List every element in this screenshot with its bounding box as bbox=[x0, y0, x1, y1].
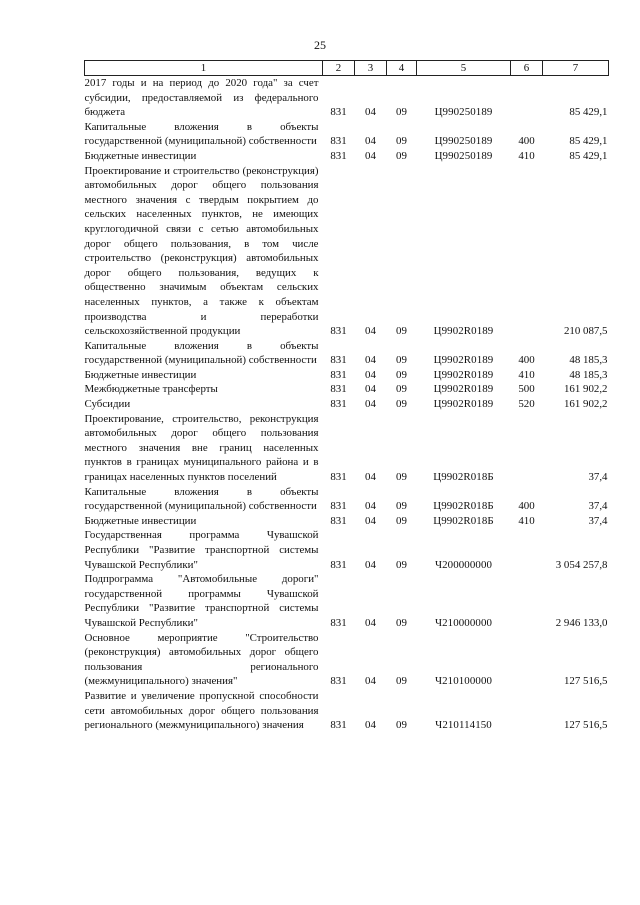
header-col-5: 5 bbox=[417, 61, 511, 76]
row-admin-code: 831 bbox=[330, 398, 347, 411]
row-admin-code: 831 bbox=[330, 675, 347, 688]
row-expense-type: 500 bbox=[518, 383, 535, 396]
row-expense-type bbox=[511, 631, 543, 689]
row-name: Капитальные вложения в объекты государственной (муниципальной) собственности bbox=[84, 120, 319, 148]
table-body bbox=[85, 76, 609, 733]
table-row bbox=[85, 382, 609, 397]
table-row bbox=[85, 572, 609, 630]
row-name: 2017 годы и на период до 2020 года" за счет субсидии, предоставляемой из федерального бюджета bbox=[84, 77, 319, 119]
row-target-article: Ч210114150 bbox=[435, 719, 492, 732]
row-expense-type: 410 bbox=[518, 514, 535, 527]
row-subsection: 09 bbox=[396, 675, 407, 688]
row-admin-code: 831 bbox=[330, 149, 347, 162]
row-expense-type: 400 bbox=[518, 500, 535, 513]
row-expense-type bbox=[511, 528, 543, 572]
table-row bbox=[85, 528, 609, 572]
row-subsection: 09 bbox=[396, 368, 407, 381]
row-subsection: 09 bbox=[396, 135, 407, 148]
row-section: 04 bbox=[365, 514, 376, 527]
row-target-article: Ч210100000 bbox=[434, 675, 493, 688]
row-admin-code: 831 bbox=[330, 471, 347, 484]
row-target-article: Ц990250189 bbox=[434, 135, 493, 148]
row-section: 04 bbox=[365, 500, 376, 513]
row-section: 04 bbox=[365, 106, 376, 119]
table-row bbox=[85, 120, 609, 149]
row-name: Бюджетные инвестиции bbox=[84, 514, 197, 527]
row-section: 04 bbox=[365, 383, 376, 396]
row-section: 04 bbox=[365, 675, 376, 688]
row-name: Проектирование и строительство (реконструкция) автомобильных дорог общего пользования местного значения с твердым покрытием до сельских населенных пунктов, не имеющих круглогодичной связи с сетью автомобильных дорог общего пользования, в том числе строительство (реконструкция) автомобильных дорог общего пользования, ведущих к общественно значимым объектам сельских населенных пунктов, а также к объектам производства и переработки сельскохозяйственной продукции bbox=[84, 164, 319, 338]
row-admin-code: 831 bbox=[330, 514, 347, 527]
header-col-2: 2 bbox=[323, 61, 355, 76]
table-header bbox=[85, 61, 609, 76]
row-target-article: Ц9902R0189 bbox=[433, 368, 494, 381]
row-section: 04 bbox=[365, 135, 376, 148]
row-expense-type: 410 bbox=[518, 149, 535, 162]
row-subsection: 09 bbox=[396, 616, 407, 629]
row-amount: 37,4 bbox=[588, 471, 608, 484]
table-row bbox=[85, 149, 609, 164]
row-amount: 85 429,1 bbox=[569, 106, 608, 119]
row-amount: 161 902,2 bbox=[563, 383, 608, 396]
row-expense-type bbox=[511, 572, 543, 630]
row-expense-type: 520 bbox=[518, 398, 535, 411]
row-amount: 127 516,5 bbox=[563, 675, 608, 688]
row-name: Капитальные вложения в объекты государственной (муниципальной) собственности bbox=[84, 485, 319, 513]
row-amount: 3 054 257,8 bbox=[555, 558, 608, 571]
row-section: 04 bbox=[365, 616, 376, 629]
row-amount: 210 087,5 bbox=[563, 325, 608, 338]
row-expense-type: 410 bbox=[518, 368, 535, 381]
row-target-article: Ц9902R0189 bbox=[433, 325, 494, 338]
row-target-article: Ц9902R018Б bbox=[433, 500, 494, 513]
row-section: 04 bbox=[365, 325, 376, 338]
row-admin-code: 831 bbox=[330, 325, 347, 338]
row-section: 04 bbox=[365, 719, 376, 732]
row-target-article: Ц990250189 bbox=[434, 106, 493, 119]
row-expense-type bbox=[511, 689, 543, 733]
row-target-article: Ч210000000 bbox=[434, 616, 493, 629]
row-target-article: Ц990250189 bbox=[434, 149, 493, 162]
row-amount: 85 429,1 bbox=[569, 135, 608, 148]
row-target-article: Ц9902R0189 bbox=[433, 398, 494, 411]
table-row bbox=[85, 412, 609, 485]
row-subsection: 09 bbox=[396, 149, 407, 162]
table-row bbox=[85, 164, 609, 339]
row-subsection: 09 bbox=[396, 719, 407, 732]
table-row bbox=[85, 485, 609, 514]
row-expense-type bbox=[511, 412, 543, 485]
table-row bbox=[85, 631, 609, 689]
row-name: Капитальные вложения в объекты государственной (муниципальной) собственности bbox=[84, 339, 319, 367]
row-name: Подпрограмма "Автомобильные дороги" государственной программы Чувашской Республики "Развитие транспортной системы Чувашской Республики" bbox=[84, 573, 319, 629]
row-name: Межбюджетные трансферты bbox=[84, 383, 218, 396]
header-row bbox=[85, 61, 609, 76]
row-name: Бюджетные инвестиции bbox=[84, 368, 197, 381]
table-row bbox=[85, 689, 609, 733]
row-name: Развитие и увеличение пропускной способности сети автомобильных дорог общего пользования регионального (межмуниципального) значения bbox=[84, 689, 319, 732]
row-amount: 85 429,1 bbox=[569, 149, 608, 162]
header-col-7: 7 bbox=[543, 61, 609, 76]
header-col-6: 6 bbox=[511, 61, 543, 76]
row-subsection: 09 bbox=[396, 471, 407, 484]
table-row bbox=[85, 76, 609, 120]
row-admin-code: 831 bbox=[330, 500, 347, 513]
row-subsection: 09 bbox=[396, 325, 407, 338]
row-amount: 161 902,2 bbox=[563, 398, 608, 411]
row-amount: 37,4 bbox=[588, 500, 608, 513]
row-name: Бюджетные инвестиции bbox=[84, 149, 197, 162]
budget-table bbox=[84, 60, 609, 733]
row-admin-code: 831 bbox=[330, 354, 347, 367]
row-section: 04 bbox=[365, 471, 376, 484]
row-admin-code: 831 bbox=[330, 616, 347, 629]
row-subsection: 09 bbox=[396, 398, 407, 411]
row-amount: 48 185,3 bbox=[569, 354, 608, 367]
row-expense-type: 400 bbox=[518, 354, 535, 367]
header-col-4: 4 bbox=[387, 61, 417, 76]
row-section: 04 bbox=[365, 149, 376, 162]
row-amount: 37,4 bbox=[588, 514, 608, 527]
page-number: 25 bbox=[314, 38, 326, 52]
row-expense-type bbox=[511, 76, 543, 120]
row-section: 04 bbox=[365, 368, 376, 381]
row-section: 04 bbox=[365, 398, 376, 411]
row-subsection: 09 bbox=[396, 558, 407, 571]
row-admin-code: 831 bbox=[330, 135, 347, 148]
row-target-article: Ч200000000 bbox=[434, 558, 493, 571]
row-expense-type: 400 bbox=[518, 135, 535, 148]
row-name: Субсидии bbox=[84, 398, 131, 411]
header-col-1: 1 bbox=[85, 61, 323, 76]
row-admin-code: 831 bbox=[330, 383, 347, 396]
header-col-3: 3 bbox=[355, 61, 387, 76]
row-admin-code: 831 bbox=[330, 368, 347, 381]
row-amount: 48 185,3 bbox=[569, 368, 608, 381]
row-subsection: 09 bbox=[396, 514, 407, 527]
table-row bbox=[85, 397, 609, 412]
row-subsection: 09 bbox=[396, 354, 407, 367]
row-subsection: 09 bbox=[396, 383, 407, 396]
row-amount: 2 946 133,0 bbox=[555, 616, 608, 629]
table-row bbox=[85, 514, 609, 529]
table-row bbox=[85, 339, 609, 368]
row-subsection: 09 bbox=[396, 106, 407, 119]
row-target-article: Ц9902R0189 bbox=[433, 383, 494, 396]
row-target-article: Ц9902R0189 bbox=[433, 354, 494, 367]
row-section: 04 bbox=[365, 558, 376, 571]
row-section: 04 bbox=[365, 354, 376, 367]
row-name: Основное мероприятие "Строительство (реконструкция) автомобильных дорог общего пользования регионального (межмуниципального) значения" bbox=[84, 631, 319, 688]
row-admin-code: 831 bbox=[330, 719, 347, 732]
row-target-article: Ц9902R018Б bbox=[433, 514, 494, 527]
row-expense-type bbox=[511, 164, 543, 339]
row-name: Государственная программа Чувашской Республики "Развитие транспортной системы Чувашской Республики" bbox=[84, 529, 319, 571]
row-subsection: 09 bbox=[396, 500, 407, 513]
row-amount: 127 516,5 bbox=[563, 719, 608, 732]
row-admin-code: 831 bbox=[330, 106, 347, 119]
row-name: Проектирование, строительство, реконструкция автомобильных дорог общего пользования местного значения вне границ населенных пунктов в границах муниципального района и в границах населенных пунктов поселений bbox=[84, 412, 319, 484]
row-target-article: Ц9902R018Б bbox=[433, 471, 494, 484]
row-admin-code: 831 bbox=[330, 558, 347, 571]
table-row bbox=[85, 368, 609, 383]
